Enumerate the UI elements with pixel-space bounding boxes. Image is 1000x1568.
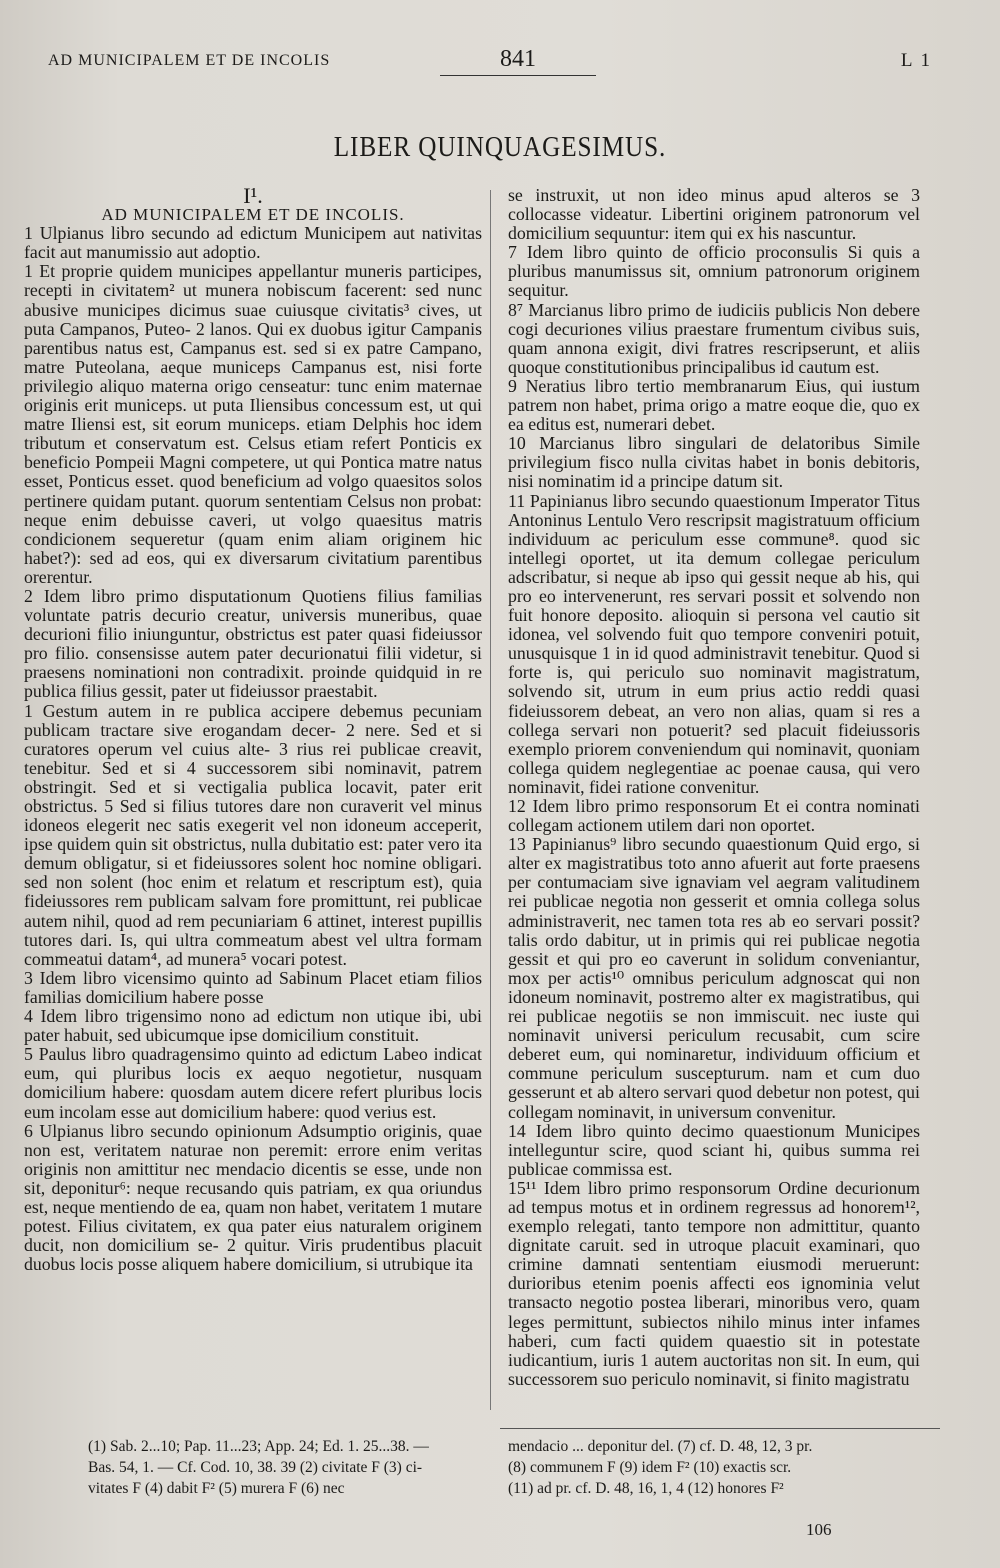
footnote-line: (1) Sab. 2...10; Pap. 11...23; App. 24; Ed. 1. 25...38. — — [88, 1438, 429, 1455]
right-column — [508, 186, 920, 1389]
paragraph: 14 Idem libro quinto decimo quaestionum Municipes intelleguntur scire, quod sciant hi, quibus summa rei publicae commissa est. — [508, 1120, 920, 1179]
section-number: I¹. — [243, 183, 263, 208]
left-column — [24, 183, 482, 1275]
paragraph: 9 Neratius libro tertio membranarum Eius, qui iustum patrem non habet, prima origo a matre eoque die, quo ex ea editus est, numerari debet. — [508, 375, 920, 435]
section-title: AD MUNICIPALEM ET DE INCOLIS. — [101, 205, 405, 225]
book-title: LIBER QUINQUAGESIMUS. — [333, 132, 667, 163]
paragraph: 12 Idem libro primo responsorum Et ei contra nominati collegam actionem utilem dari non oportet. — [508, 796, 920, 836]
paragraph: 5 Paulus libro quadragensimo quinto ad edictum Labeo indicat eum, qui pluribus locis ex aequo negotietur, nusquam domicilium habere: quosdam autem dicere refert pluribus locis eum incolam esse aut domicilium habere: quod verius est. — [24, 1044, 482, 1122]
footnote-rule — [500, 1428, 940, 1429]
paragraph: 13 Papinianus⁹ libro secundo quaestionum Quid ergo, si alter ex magistratibus toto anno afuerit aut forte praesens per contumaciam sive ignaviam vel aegram valitudinem rei publicae negotia non gesserit et omnia collega solus administraverit, nec tamen tota res ab eo servari possit? talis ordo dabitur, ut in primis qui rei publicae negotia gessit et qui pro eo caverunt in solidum conveniantur, mox per actis¹⁰ omnibus periculum adgnoscat qui non idoneum nominavit, postremo alter ex magistratibus, qui rei publicae negotiis se non immiscuit. nec iuste qui nominavit universi periculum recusabit, cum scire deberet eum, qui nominaretur, individuum officium et commune periculum suscepturum. nam et cum duo gesserunt et ab altero servari quod debetur non potest, qui collegam nominavit, in universum convenitur. — [508, 834, 920, 1122]
running-title: AD MUNICIPALEM ET DE INCOLIS — [48, 52, 331, 69]
paragraph: 15¹¹ Idem libro primo responsorum Ordine decurionum ad tempus motus et in ordinem regressus ad honorem¹², exemplo relegati, tanto tempore non admittitur, quanto dignitate caruit. sed in utroque placuit examinari, quo crimine damnati sententiam eiusmodi meruerunt: durioribus etenim poenis affecti eos ignominia velut transacto negotio postea liberari, minoribus vero, quam leges permittunt, subiectos nihilo minus inter infames haberi, cum facti quidem quaestio sit in potestate iudicantium, iuris 1 autem auctoritas non sit. In eum, qui successorem suo periculo nominavit, si finito magistratu — [508, 1177, 920, 1389]
printer-signature: 106 — [806, 1520, 832, 1539]
paragraph: 7 Idem libro quinto de officio proconsulis Si quis a pluribus manumissus sit, omnium patronorum originem sequitur. — [508, 242, 920, 301]
footnote-line: Bas. 54, 1. — Cf. Cod. 10, 38. 39 (2) civitate F (3) ci- — [88, 1459, 423, 1476]
paragraph: 11 Papinianus libro secundo quaestionum Imperator Titus Antoninus Lentulo Vero rescripsit magistratuum officium individuum ac periculum esse commune⁸. quod sic intellegi oportet, ut ita demum collegae periculum adscribatur, si neque ab ipso qui gessit neque ab his, qui pro eo intervenerunt, res servari possit et solvendo non fuit honore deposito. alioquin si persona vel cautio sit idonea, vel solvendo fuit quo tempore conveniri potuit, unusquisque 1 in id quod administravit tenebitur. Quod si forte is, qui periculo suo nominavit magistratum, solvendo sit, utrum in eum prius actio reddi quasi fideiussorem debeat, an vero non alias, quam si res a collega servari non potuerit? sed placuit fideiussoris exemplo priorem conveniendum qui nominavit, quoniam collega quidem neglegentiae ac poenae causa, qui vero nominavit, fidei ratione convenitur. — [508, 490, 920, 797]
paragraph: 1 Gestum autem in re publica accipere debemus pecuniam publicam tractare sive erogandam decer- 2 nere. Sed et si curatores operum vel cuius alte- 3 rius rei publicae creavit, tenebitur. Sed et si 4 successorem sibi nominavit, patrem obstringit. Sed et si vectigalia publica locavit, pater erit obstrictus. 5 Sed si filius tutores dare non curaverit vel minus idoneos elegerit nec satis exegerit vel non idoneum acceperit, ipse quidem quin sit obstrictus, nulla dubitatio est: pater vero ita demum obligatur, si et fideiussores solent hoc nomine obligari. sed non solent (hoc enim et relatum et rescriptum est), quia fideiussores rem publicam salvam fore promittunt, rei publicae autem nihil, quod ad rem pecuniariam 6 attinet, interest pupillis tutores dari. Is, qui ultra commeatum abest vel ultra formam commeatui datam⁴, ad munera⁵ vocari potest. — [24, 700, 482, 969]
paragraph: 10 Marcianus libro singulari de delatoribus Simile privilegium fisco nulla civitas habet in bonis debitoris, nisi nominatim id a principe datum sit. — [508, 433, 920, 492]
footnote-line: (11) ad pr. cf. D. 48, 16, 1, 4 (12) honores F² — [508, 1480, 784, 1497]
footnotes-right — [508, 1436, 928, 1499]
book-section-marker: L 1 — [900, 50, 932, 71]
footnote-line: mendacio ... deponitur del. (7) cf. D. 48, 12, 3 pr. — [508, 1438, 813, 1455]
footnote-line: vitates F (4) dabit F² (5) murera F (6) nec — [88, 1480, 345, 1497]
paragraph: 8⁷ Marcianus libro primo de iudiciis publicis Non debere cogi decuriones vilius praestare frumentum civibus suis, quam annona exigit, divi fratres rescripserunt, et aliis quoque constitutionibus principalibus id cautum est. — [508, 299, 920, 377]
footnote-line: (8) communem F (9) idem F² (10) exactis scr. — [508, 1459, 792, 1476]
paragraph: 1 Ulpianus libro secundo ad edictum Municipem aut nativitas facit aut manumissio aut adoptio. — [24, 223, 482, 263]
column-divider — [490, 190, 491, 1410]
paragraph: 2 Idem libro primo disputationum Quotiens filius familias voluntate patris decurio creatur, universis muneribus, quae decurioni filio iniunguntur, obstrictus est pater quasi fideiussor pro filio. consensisse autem pater decurionatui filii videtur, si praesens nominationi non contradixit. proinde quidquid in re publica filius gessit, pater ut fideiussor praestabit. — [24, 585, 482, 702]
footnotes-left — [88, 1436, 488, 1499]
paragraph: 3 Idem libro vicensimo quinto ad Sabinum Placet etiam filios familias domicilium habere posse — [24, 967, 482, 1007]
paragraph: 1 Et proprie quidem municipes appellantur muneris participes, recepti in civitatem² ut munera nobiscum facerent: sed nunc abusive municipes dicimus suae cuiusque civitatis³ cives, ut puta Campanos, Puteo- 2 lanos. Qui ex duobus igitur Campanis parentibus natus est, Campanus est. sed si ex patre Campano, matre Puteolana, aeque municeps Campanus est, nisi forte privilegio aliquo materna origo censeatur: tunc enim maternae originis erit municeps. ut puta Iliensibus concessum est, ut qui matre Iliensi est, sit eorum municeps. etiam Delphis hoc idem tributum et conservatum est. Celsus etiam refert Ponticis ex beneficio Pompeii Magni competere, ut qui Pontica matre natus esset, Ponticus esset. quod beneficium ad volgo quaesitos solos pertinere quidam putant. quorum sententiam Celsus non probat: neque enim debuisse caveri, ut volgo quaesitus matris condicionem sequeretur (quam enim aliam originem hic habet?): sed ad eos, qui ex diversarum civitatium parentibus orerentur. — [24, 261, 482, 587]
page-number: 841 — [440, 46, 596, 76]
paragraph: 6 Ulpianus libro secundo opinionum Adsumptio originis, quae non est, veritatem naturae non peremit: errore enim veritas originis non amittitur nec mendacio dicentis se esse, unde non sit, deponitur⁶: neque recusando quis patriam, ex qua oriundus est, neque mentiendo de ea, quam non habet, veritatem 1 mutare potest. Filius civitatem, ex qua pater eius naturalem originem ducit, non domicilium se- 2 quitur. Viris prudentibus placuit duobus locis posse aliquem habere domicilium, si utrubique ita — [24, 1120, 482, 1275]
paragraph: se instruxit, ut non ideo minus apud alteros se 3 collocasse videatur. Libertini originem patronorum vel domicilium sequuntur: item qui ex his nascuntur. — [508, 185, 920, 244]
paragraph: 4 Idem libro trigensimo nono ad edictum non utique ibi, ubi pater habuit, sed ubicumque ipse domicilium constituit. — [24, 1006, 482, 1046]
running-header — [40, 46, 960, 76]
